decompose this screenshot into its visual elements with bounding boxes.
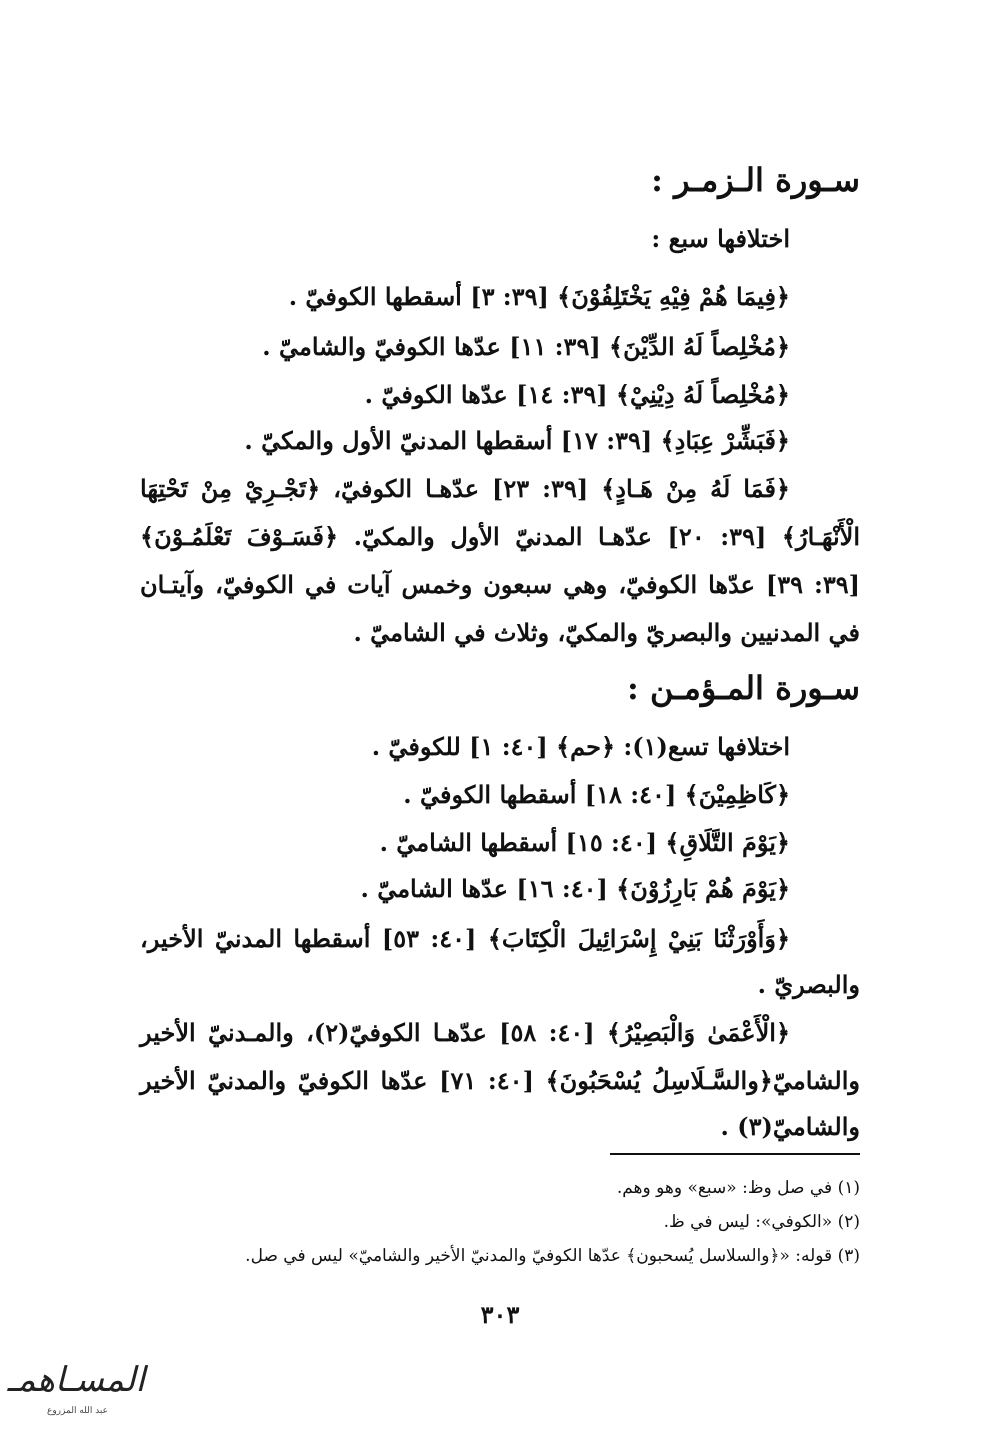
footnote: (١) في صل وظ: «سبع» وهو وهم.: [616, 1178, 860, 1198]
verse-line: ﴿يَوْمَ التَّلَاقِ﴾ [٤٠: ١٥] أسقطها الشاميّ .: [379, 828, 790, 857]
footnote: (٣) قوله: «﴿والسلاسل يُسحبون﴾ عدّها الكوفيّ والمدنيّ الأخير والشاميّ» ليس في صل.: [245, 1246, 860, 1266]
verse-line: ﴿يَوْمَ هُمْ بَارِزُوْنَ﴾ [٤٠: ١٦] عدّها الشاميّ .: [360, 874, 790, 903]
verse-line: ﴿كَاظِمِيْنَ﴾ [٤٠: ١٨] أسقطها الكوفيّ .: [403, 780, 790, 809]
verse-line: والشاميّ﴿والسَّـلَاسِلُ يُسْحَبُونَ﴾ [٤٠: ٧١] عدّها الكوفيّ والمدنيّ الأخير: [140, 1066, 861, 1095]
footnote: (٢) «الكوفي»: ليس في ظ.: [663, 1212, 860, 1232]
verse-line: ﴿فِيمَا هُمْ فِيْهِ يَخْتَلِفُوْنَ﴾ [٣٩: ٣] أسقطها الكوفيّ .: [288, 282, 790, 311]
verse-line: ﴿فَبَشِّرْ عِبَادِ﴾ [٣٩: ١٧] أسقطها المدنيّ الأول والمكيّ .: [244, 426, 790, 455]
logo-subtext: عبد الله المزروع: [46, 1406, 109, 1416]
verse-line: الْأَنْهَـارُ﴾ [٣٩: ٢٠] عدّهـا المدنيّ الأول والمكيّ. ﴿فَسَـوْفَ تَعْلَمُـوْنَ﴾: [140, 522, 861, 551]
intro-line-momin: اختلافها تسع(١): ﴿حم﴾ [٤٠: ١] للكوفيّ .: [371, 732, 790, 761]
watermark-logo: [7, 1354, 145, 1424]
page-number: ٣٠٣: [480, 1300, 520, 1329]
verse-line: [٣٩: ٣٩] عدّها الكوفيّ، وهي سبعون وخمس آيات في الكوفيّ، وآيتـان: [140, 570, 860, 599]
verse-line: والشاميّ(٣) .: [720, 1112, 860, 1141]
section-heading-momin: سـورة المـؤمـن :: [627, 669, 860, 707]
verse-line: في المدنيين والبصريّ والمكيّ، وثلاث في الشاميّ .: [353, 618, 860, 647]
verse-line: والبصريّ .: [757, 970, 860, 999]
verse-line: ﴿مُخْلِصاً لَهُ الدِّيْنَ﴾ [٣٩: ١١] عدّها الكوفيّ والشاميّ .: [262, 332, 790, 361]
verse-line: ﴿الْأَعْمَىٰ وَالْبَصِيْرُ﴾ [٤٠: ٥٨] عدّهـا الكوفيّ(٢)، والمـدنيّ الأخير: [140, 1018, 791, 1047]
verse-line: ﴿مُخْلِصاً لَهُ دِيْنِيْ﴾ [٣٩: ١٤] عدّها الكوفيّ .: [364, 380, 790, 409]
intro-line-zumar: اختلافها سبع :: [651, 224, 790, 253]
logo-text: المسـاهمـ: [7, 1360, 145, 1400]
section-heading-zumar: سـورة الـزمـر :: [651, 161, 860, 199]
verse-line: ﴿فَمَا لَهُ مِنْ هَـادٍ﴾ [٣٩: ٢٣] عدّهـا الكوفيّ، ﴿تَجْـرِيْ مِنْ تَحْتِهَا: [140, 474, 790, 503]
footnote-divider: [610, 1153, 860, 1155]
verse-line: ﴿وَأَوْرَثْنَا بَنِيْ إِسْرَائِيلَ الْكِتَابَ﴾ [٤٠: ٥٣] أسقطها المدنيّ الأخير،: [140, 924, 791, 953]
